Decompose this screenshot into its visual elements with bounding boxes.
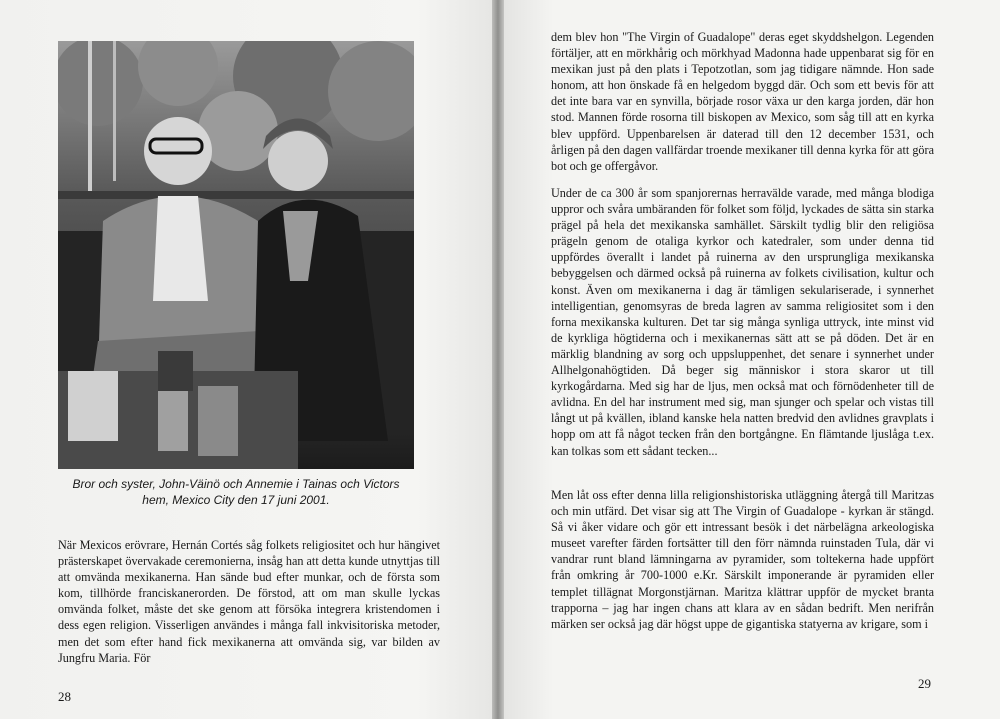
body-paragraph: När Mexicos erövrare, Hernán Cortés såg folkets religiositet och hur hängivet prästerskapet övervakade ceremonierna, insåg han att detta kunde utnyttjas till att omvända mexikanerna. Han sände bud efter munkar, och de första som kom, tillhörde franciskanerorden. De förstod, att om man skulle lyckas omvända folket, måste det ske genom att försöka integrera kristendomen i dess egen religion. Visserligen användes i många fall inkvisitoriska metoder, men det som efter hand fick mexikanerna att omvända sig, var bilden av Jungfru Maria. För (58, 538, 440, 665)
body-paragraph: Under de ca 300 år som spanjorernas herravälde varade, med många blodiga uppror och svåra umbäranden för folket som följd, lyckades de sätta sin starka prägel på hela det mexikanska samhället. Särskilt tydlig blir den religiösa prägeln genom de otaliga kyrkor och katedraler, som under denna tid uppfördes överallt i landet på ruinerna av den ursprungliga mexikanska bebyggelsen och därmed också på ruinerna av folkets civilisation, kultur och konst. Även om mexikanerna i dag är tämligen sekulariserade, i synnerhet intelligentian, genomsyras de breda lagren av samma religiositet som i den forna mexikanska kulturen. Det tar sig många synliga uttryck, inte minst vid de kyrkliga högtiderna och i mexikanernas sätt att se på döden. Det är en märklig blandning av sorg och uppsluppenhet, det senare i synnerhet under Allhelgonahögtiden. Då beger sig människor i stora skaror ut till kyrkogårdarna. Med sig har de ljus, men också mat och förnödenheter till de avlidna. En del har instrument med sig, man sjunger och spelar och vistas till långt ut på kvällen, ibland kanske hela natten bredvid den avlidnes gravplats i hopp om att få något tecken från den bortgångne. En flämtande ljuslåga t.ex. kan tolkas som ett sådant tecken... (551, 186, 934, 458)
page-number: 29 (918, 676, 931, 691)
photo-caption: Bror och syster, John-Väinö och Annemie i Tainas och Victors hem, Mexico City den 17 juni 2001. (72, 477, 400, 507)
right-page (504, 0, 1000, 719)
photograph (58, 41, 414, 469)
photo-couple-icon (58, 41, 414, 469)
page-number: 28 (58, 689, 71, 704)
body-paragraph: Men låt oss efter denna lilla religionshistoriska utläggning återgå till Maritzas och min utfärd. Det visar sig att The Virgin of Guadalope - kyrkan är stängd. Så vi åker vidare och gör ett intressant besök i det närbelägna arkeologiska museet varefter färden fortsätter till den förr nämnda ruinstaden Tula, där vi vandrar runt bland lämningarna av pyramider, som toltekerna hade uppfört från omkring år 700-1000 e.Kr. Särskilt imponerande är pyramiden eller templet tillägnat Morgonstjärnan. Maritza klättrar uppför de mycket branta trapporna – jag har ingen chans att klara av en sådan bedrift. Men nerifrån märken ser också jag där högst uppe de gigantiska statyerna av krigare, som i (551, 488, 934, 631)
book-gutter (492, 0, 504, 719)
body-paragraph: dem blev hon "The Virgin of Guadalope" deras eget skyddshelgon. Legenden förtäljer, att en mörkhårig och mörkhyad Madonna hade uppenbarat sig för en mexikan just på den plats i Tepotzotlan, som jag tidigare nämnde. Hon sade honom, att hon önskade få en helgedom byggd där. Och som ett bevis för att det inte bara var en synvilla, började rosor växa ur den karga jorden, där hon stod. Mannen förde rosorna till biskopen av Mexico, som såg till att en kyrka blev uppförd. Uppenbarelsen är daterad till den 12 december 1531, och årligen på den dagen vallfärdar troende mexikaner till denna kyrka för att göra bot och ge offergåvor. (551, 30, 934, 173)
left-page (0, 0, 492, 719)
